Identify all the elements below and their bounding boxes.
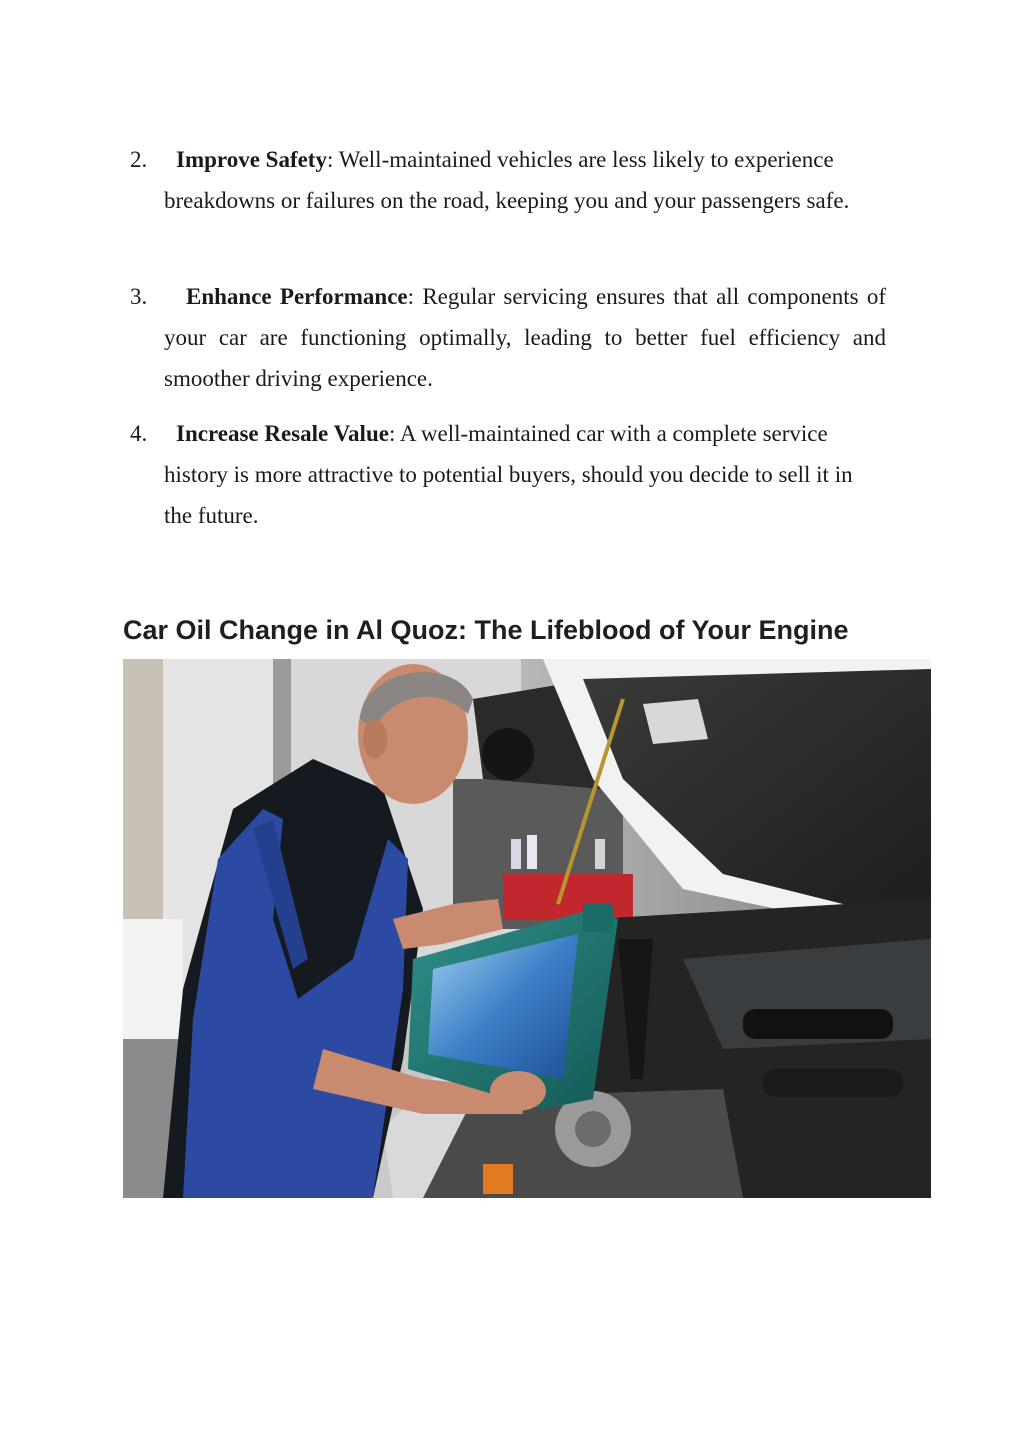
- list-term: Increase Resale Value: [176, 421, 389, 446]
- list-text: [164, 276, 886, 399]
- list-body-first: A well-maintained car with a: [395, 421, 667, 446]
- list-body-rest: experience breakdowns or failures on the road, keeping you and your passengers safe.: [164, 147, 850, 213]
- list-number: 2.: [130, 147, 148, 172]
- list-body-rest: components of your car are functioning optimally, leading to better fuel efficiency and smoother driving experience.: [164, 284, 886, 391]
- list-body-rest: complete service history is more attractive to potential buyers, should you decide to sell it in the future.: [164, 421, 853, 528]
- list-sep: :: [407, 284, 415, 309]
- list-body-first: Well-maintained vehicles are less likely to: [333, 147, 729, 172]
- list-body-first: Regular servicing ensures that all: [414, 284, 740, 309]
- list-sep: :: [326, 147, 334, 172]
- list-sep: :: [388, 421, 396, 446]
- list-text: [164, 413, 886, 536]
- mechanic-oil-change-photo: [123, 659, 931, 1198]
- list-text: [164, 139, 886, 221]
- section-heading: Car Oil Change in Al Quoz: The Lifeblood of Your Engine: [123, 615, 849, 646]
- list-term: Enhance Performance: [186, 284, 408, 309]
- photo-illustration: [123, 659, 931, 1198]
- list-number: 4.: [130, 421, 148, 446]
- list-number: 3.: [130, 284, 148, 309]
- list-term: Improve Safety: [176, 147, 327, 172]
